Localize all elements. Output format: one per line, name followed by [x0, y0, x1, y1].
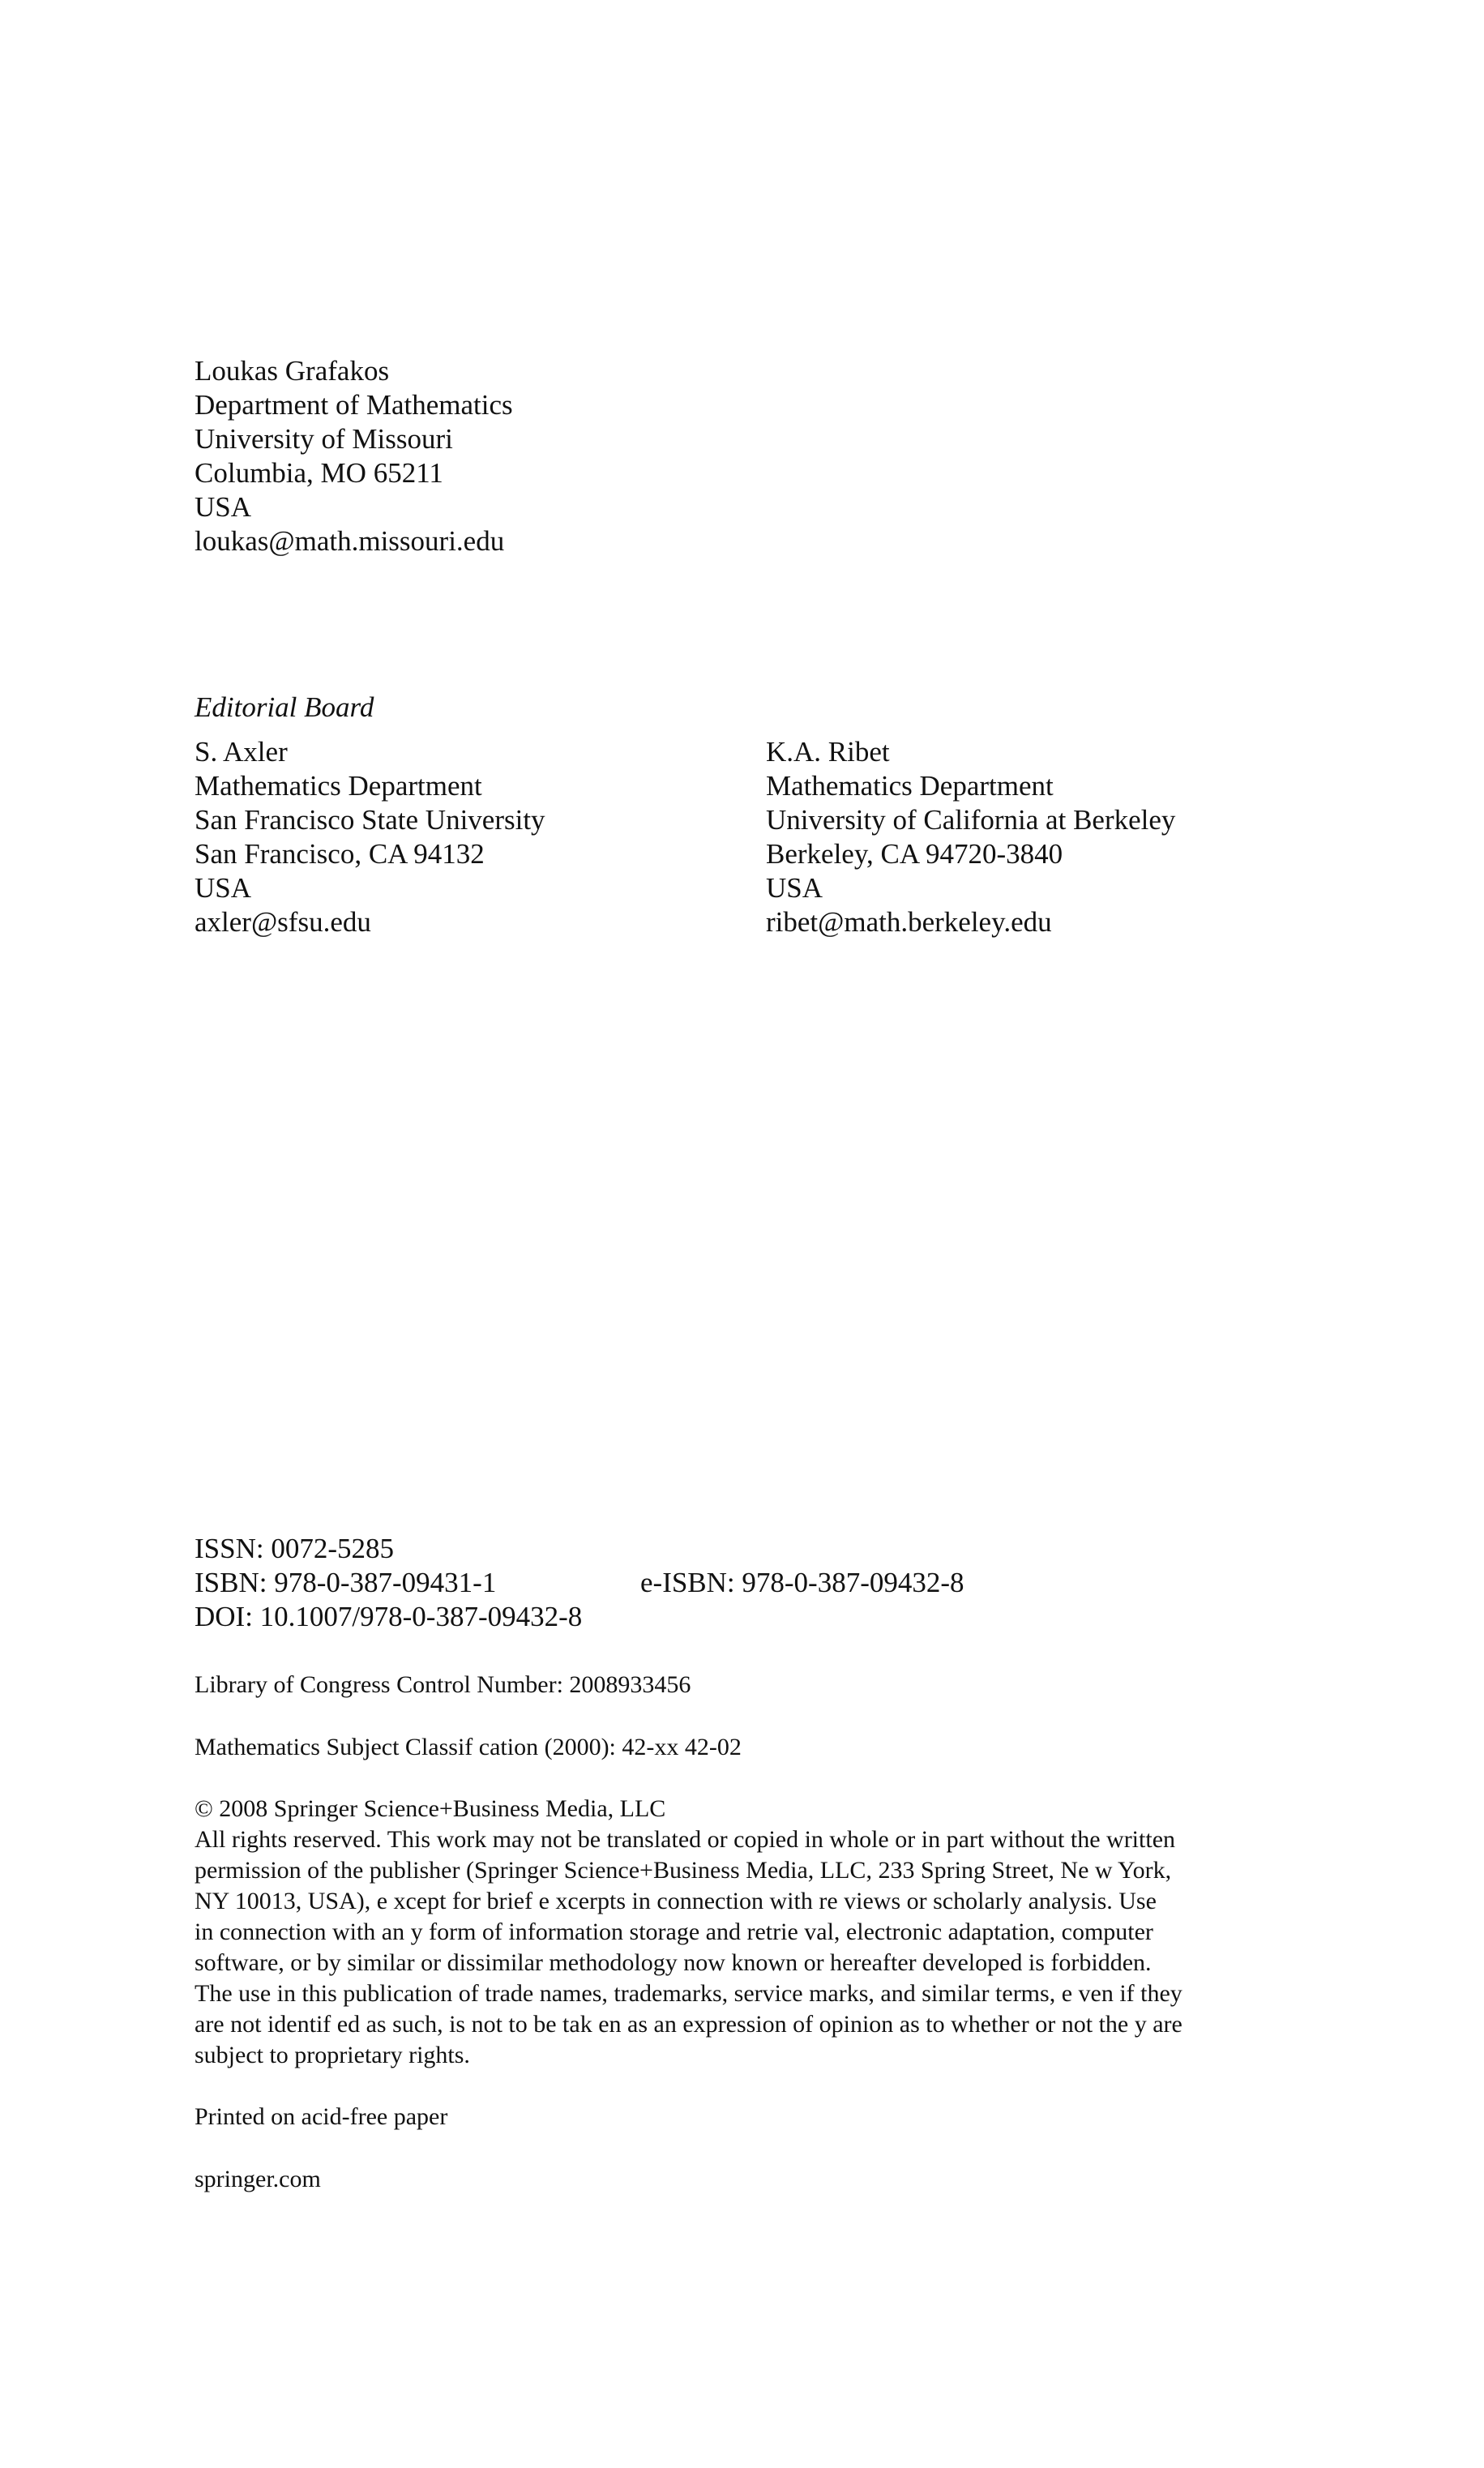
editor-city: San Francisco, CA 94132 [195, 838, 485, 870]
author-department: Department of Mathematics [195, 389, 513, 421]
isbn: ISBN: 978-0-387-09431-1 [195, 1567, 497, 1598]
editor-university: University of California at Berkeley [766, 804, 1176, 836]
e-isbn: e-ISBN: 978-0-387-09432-8 [640, 1567, 964, 1598]
editor-university: San Francisco State University [195, 804, 545, 836]
editor-department: Mathematics Department [195, 770, 482, 802]
rights-text-line: are not identif ed as such, is not to be tak en as an expression of opinion as to whether or not the y are [195, 2011, 1182, 2038]
editor-email: axler@sfsu.edu [195, 906, 371, 938]
author-city: Columbia, MO 65211 [195, 457, 443, 489]
publisher-website: springer.com [195, 2166, 321, 2192]
editor-ribet [766, 735, 1175, 939]
doi: DOI: 10.1007/978-0-387-09432-8 [195, 1601, 583, 1632]
editor-country: USA [195, 872, 252, 904]
author-country: USA [195, 491, 252, 523]
author-name: Loukas Grafakos [195, 355, 390, 387]
copyright-notice [195, 1794, 1182, 2071]
editor-name: S. Axler [195, 736, 288, 768]
rights-text-line: All rights reserved. This work may not be translated or copied in whole or in part without the written [195, 1826, 1176, 1853]
book-identifiers [195, 1532, 1329, 1645]
isbn-row [195, 1566, 1329, 1600]
editor-email: ribet@math.berkeley.edu [766, 906, 1052, 938]
author-address [195, 354, 513, 558]
editorial-board [195, 735, 1329, 946]
author-email: loukas@math.missouri.edu [195, 525, 505, 557]
editor-axler [195, 735, 545, 939]
copyright-line: © 2008 Springer Science+Business Media, LLC [195, 1795, 666, 1822]
subject-classification: Mathematics Subject Classif cation (2000): 42-xx 42-02 [195, 1734, 742, 1760]
rights-text-line: in connection with an y form of information storage and retrie val, electronic adaptation, computer [195, 1918, 1153, 1945]
acid-free-note: Printed on acid-free paper [195, 2103, 448, 2130]
editorial-board-heading: Editorial Board [195, 691, 374, 723]
author-university: University of Missouri [195, 423, 453, 455]
rights-text-line: permission of the publisher (Springer Science+Business Media, LLC, 233 Spring Street, Ne w York, [195, 1857, 1172, 1884]
rights-text-line: The use in this publication of trade names, trademarks, service marks, and similar terms, e ven if they [195, 1980, 1182, 2007]
lccn: Library of Congress Control Number: 2008933456 [195, 1671, 691, 1698]
editor-department: Mathematics Department [766, 770, 1054, 802]
editor-country: USA [766, 872, 823, 904]
editor-name: K.A. Ribet [766, 736, 890, 768]
rights-text-line: subject to proprietary rights. [195, 2042, 470, 2068]
editor-city: Berkeley, CA 94720-3840 [766, 838, 1063, 870]
issn: ISSN: 0072-5285 [195, 1533, 394, 1564]
rights-text-line: software, or by similar or dissimilar methodology now known or hereafter developed is forbidden. [195, 1949, 1152, 1976]
rights-text-line: NY 10013, USA), e xcept for brief e xcerpts in connection with re views or scholarly analysis. Use [195, 1888, 1157, 1914]
